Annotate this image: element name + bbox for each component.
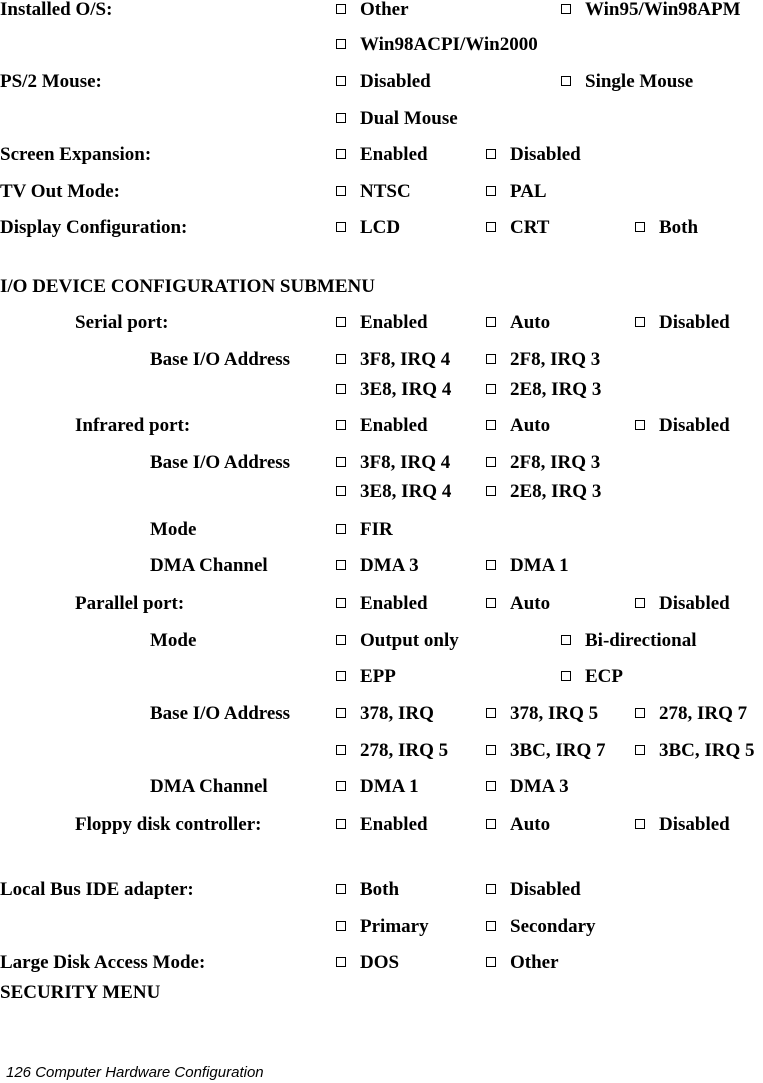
setting-label-serial-port: Serial port: [75,312,169,333]
option-label-other: Other [510,952,559,973]
option-label-crt: CRT [510,217,550,238]
checkbox-other[interactable] [336,4,346,14]
checkbox-dma-1[interactable] [486,560,496,570]
option-label-dma-1: DMA 1 [510,555,569,576]
option-label-disabled: Disabled [510,879,581,900]
checkbox-single-mouse[interactable] [561,76,571,86]
option-label-bi-directional: Bi-directional [585,630,697,651]
option-label-fir: FIR [360,519,393,540]
checkbox-win98acpi-win2000[interactable] [336,39,346,49]
checkbox-disabled[interactable] [486,884,496,894]
checkbox-378-irq-5[interactable] [486,708,496,718]
checkbox-other[interactable] [486,957,496,967]
option-label-disabled: Disabled [360,71,431,92]
checkbox-dma-1[interactable] [336,781,346,791]
option-label-enabled: Enabled [360,593,428,614]
option-label-other: Other [360,0,409,20]
setting-label-screen-expansion: Screen Expansion: [0,144,152,165]
option-label-3e8-irq-4: 3E8, IRQ 4 [360,481,452,502]
checkbox-3e8-irq-4[interactable] [336,486,346,496]
checkbox-3bc-irq-7[interactable] [486,745,496,755]
checkbox-enabled[interactable] [336,819,346,829]
checkbox-bi-directional[interactable] [561,635,571,645]
checkbox-auto[interactable] [486,598,496,608]
checkbox-dos[interactable] [336,957,346,967]
checkbox-primary[interactable] [336,921,346,931]
checkbox-278-irq-7[interactable] [635,708,645,718]
checkbox-secondary[interactable] [486,921,496,931]
option-label-disabled: Disabled [659,312,730,333]
checkbox-disabled[interactable] [635,317,645,327]
option-label-3bc-irq-5: 3BC, IRQ 5 [659,740,755,761]
setting-label-infrared-port: Infrared port: [75,415,191,436]
option-label-epp: EPP [360,666,396,687]
option-label-378-irq: 378, IRQ [360,703,434,724]
setting-label-mode: Mode [150,630,197,651]
option-label-3f8-irq-4: 3F8, IRQ 4 [360,452,451,473]
setting-label-base-i-o-address: Base I/O Address [150,452,291,473]
option-label-both: Both [360,879,400,900]
option-label-auto: Auto [510,415,551,436]
option-label-secondary: Secondary [510,916,596,937]
setting-label-i-o-device-configuration-submenu: I/O DEVICE CONFIGURATION SUBMENU [0,276,375,297]
page-footer: 126 Computer Hardware Configuration [6,1064,264,1081]
checkbox-enabled[interactable] [336,598,346,608]
option-label-278-irq-7: 278, IRQ 7 [659,703,748,724]
checkbox-disabled[interactable] [635,819,645,829]
checkbox-ntsc[interactable] [336,186,346,196]
checkbox-both[interactable] [635,222,645,232]
checkbox-auto[interactable] [486,317,496,327]
checkbox-3f8-irq-4[interactable] [336,354,346,364]
setting-label-ps-2-mouse: PS/2 Mouse: [0,71,102,92]
option-label-2e8-irq-3: 2E8, IRQ 3 [510,379,602,400]
setting-label-floppy-disk-controller: Floppy disk controller: [75,814,262,835]
option-label-auto: Auto [510,593,551,614]
option-label-ecp: ECP [585,666,623,687]
option-label-3e8-irq-4: 3E8, IRQ 4 [360,379,452,400]
option-label-enabled: Enabled [360,814,428,835]
option-label-2e8-irq-3: 2E8, IRQ 3 [510,481,602,502]
setting-label-dma-channel: DMA Channel [150,776,268,797]
checkbox-auto[interactable] [486,819,496,829]
option-label-2f8-irq-3: 2F8, IRQ 3 [510,349,601,370]
option-label-disabled: Disabled [659,415,730,436]
option-label-2f8-irq-3: 2F8, IRQ 3 [510,452,601,473]
option-label-auto: Auto [510,814,551,835]
option-label-auto: Auto [510,312,551,333]
option-label-disabled: Disabled [659,593,730,614]
option-label-dma-3: DMA 3 [360,555,419,576]
setting-label-parallel-port: Parallel port: [75,593,185,614]
option-label-enabled: Enabled [360,415,428,436]
option-label-dma-3: DMA 3 [510,776,569,797]
checkbox-dual-mouse[interactable] [336,113,346,123]
checkbox-lcd[interactable] [336,222,346,232]
option-label-dos: DOS [360,952,400,973]
option-label-dma-1: DMA 1 [360,776,419,797]
setting-label-tv-out-mode: TV Out Mode: [0,181,120,202]
checkbox-378-irq[interactable] [336,708,346,718]
option-label-pal: PAL [510,181,547,202]
checkbox-crt[interactable] [486,222,496,232]
setting-label-display-configuration: Display Configuration: [0,217,188,238]
checkbox-2f8-irq-3[interactable] [486,354,496,364]
option-label-3bc-irq-7: 3BC, IRQ 7 [510,740,606,761]
checkbox-278-irq-5[interactable] [336,745,346,755]
option-label-enabled: Enabled [360,312,428,333]
checkbox-ecp[interactable] [561,671,571,681]
setting-label-dma-channel: DMA Channel [150,555,268,576]
checkbox-dma-3[interactable] [336,560,346,570]
setting-label-security-menu: SECURITY MENU [0,982,161,1003]
option-label-win95-win98apm: Win95/Win98APM [585,0,741,20]
checkbox-enabled[interactable] [336,420,346,430]
checkbox-2e8-irq-3[interactable] [486,486,496,496]
option-label-dual-mouse: Dual Mouse [360,108,458,129]
option-label-win98acpi-win2000: Win98ACPI/Win2000 [360,34,538,55]
setting-label-base-i-o-address: Base I/O Address [150,703,291,724]
option-label-278-irq-5: 278, IRQ 5 [360,740,449,761]
checkbox-epp[interactable] [336,671,346,681]
option-label-primary: Primary [360,916,429,937]
checkbox-fir[interactable] [336,524,346,534]
checkbox-pal[interactable] [486,186,496,196]
option-label-output-only: Output only [360,630,459,651]
option-label-single-mouse: Single Mouse [585,71,694,92]
option-label-disabled: Disabled [659,814,730,835]
checkbox-3e8-irq-4[interactable] [336,384,346,394]
checkbox-2f8-irq-3[interactable] [486,457,496,467]
checkbox-disabled[interactable] [336,76,346,86]
checkbox-disabled[interactable] [486,149,496,159]
checkbox-output-only[interactable] [336,635,346,645]
option-label-3f8-irq-4: 3F8, IRQ 4 [360,349,451,370]
checkbox-2e8-irq-3[interactable] [486,384,496,394]
option-label-ntsc: NTSC [360,181,411,202]
checkbox-disabled[interactable] [635,598,645,608]
setting-label-local-bus-ide-adapter: Local Bus IDE adapter: [0,879,194,900]
option-label-both: Both [659,217,699,238]
setting-label-installed-o-s: Installed O/S: [0,0,113,20]
checkbox-auto[interactable] [486,420,496,430]
setting-label-mode: Mode [150,519,197,540]
checkbox-enabled[interactable] [336,317,346,327]
option-label-enabled: Enabled [360,144,428,165]
setting-label-large-disk-access-mode: Large Disk Access Mode: [0,952,206,973]
option-label-disabled: Disabled [510,144,581,165]
checkbox-win95-win98apm[interactable] [561,4,571,14]
checkbox-both[interactable] [336,884,346,894]
checkbox-dma-3[interactable] [486,781,496,791]
checkbox-disabled[interactable] [635,420,645,430]
checkbox-enabled[interactable] [336,149,346,159]
option-label-lcd: LCD [360,217,401,238]
checkbox-3f8-irq-4[interactable] [336,457,346,467]
setting-label-base-i-o-address: Base I/O Address [150,349,291,370]
checkbox-3bc-irq-5[interactable] [635,745,645,755]
option-label-378-irq-5: 378, IRQ 5 [510,703,599,724]
